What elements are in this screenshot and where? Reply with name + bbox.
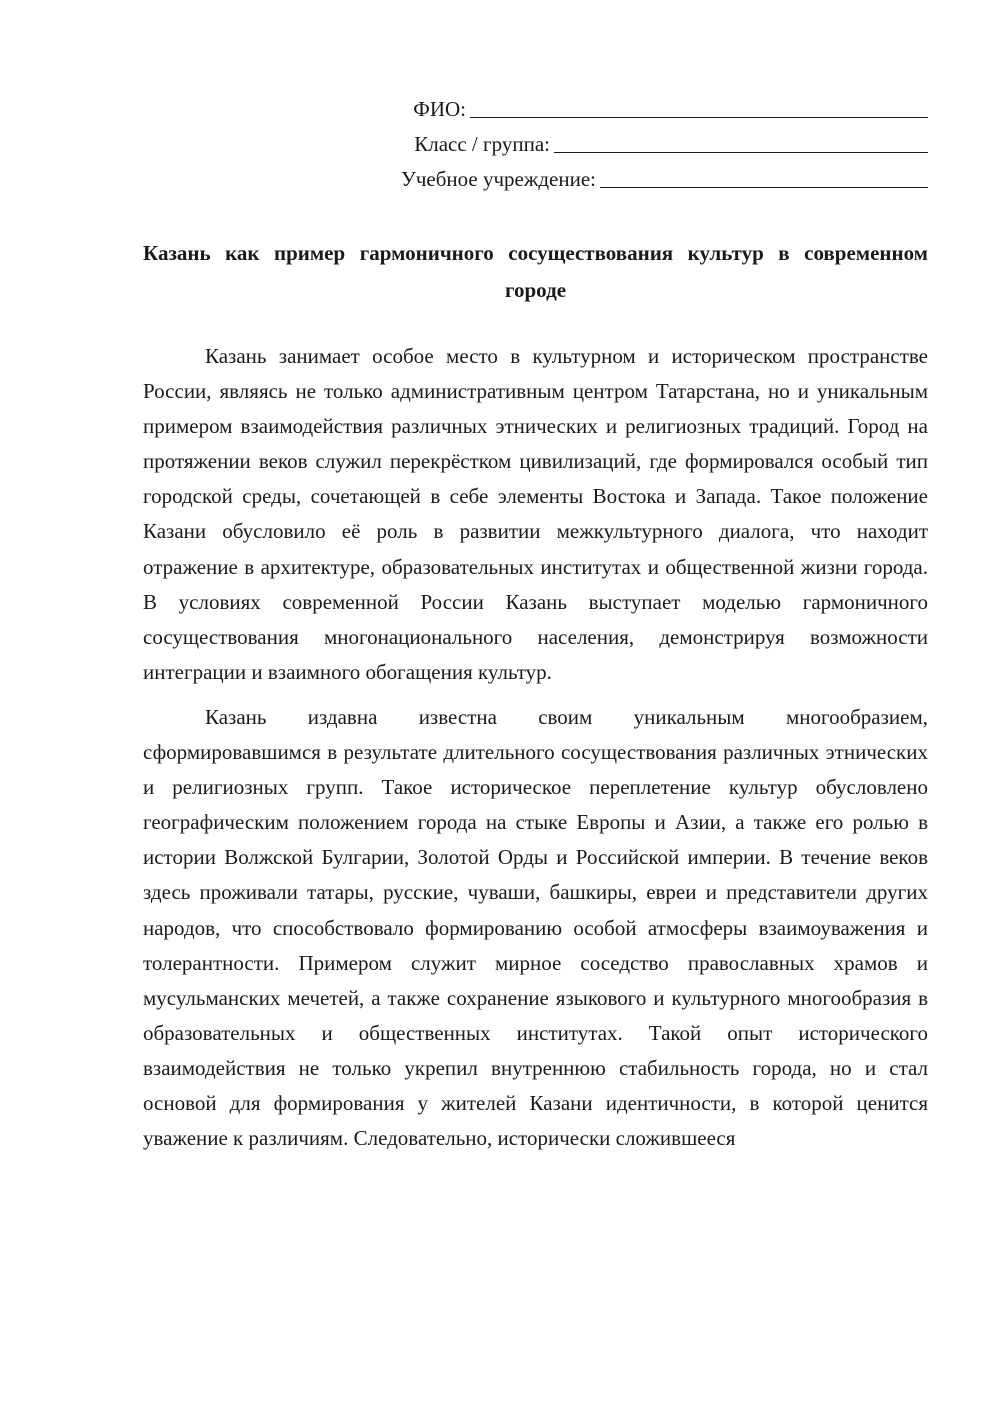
title-line-2: городе	[504, 278, 567, 302]
school-row	[143, 162, 928, 197]
class-blank-line	[554, 152, 928, 153]
fio-row	[143, 92, 928, 127]
school-label: Учебное учреждение:	[400, 167, 596, 191]
document-page	[143, 92, 928, 1166]
fio-label: ФИО:	[413, 97, 466, 121]
body-text	[143, 339, 928, 1156]
document-title	[143, 235, 928, 309]
fio-blank-line	[470, 117, 928, 118]
title-line-1: Казань как пример гармоничного сосуществования культур в современном	[143, 241, 928, 265]
school-blank-line	[600, 187, 928, 188]
class-label: Класс / группа:	[414, 132, 550, 156]
class-row	[143, 127, 928, 162]
paragraph-2: Казань издавна известна своим уникальным многообразием, сформировавшимся в результате длительного сосуществования различных этнических и религиозных групп. Такое историческое переплетение культур обусловлено географическим положением города на стыке Европы и Азии, а также его ролью в истории Волжской Булгарии, Золотой Орды и Российской империи. В течение веков здесь проживали татары, русские, чуваши, башкиры, евреи и представители других народов, что способствовало формированию особой атмосферы взаимоуважения и толерантности. Примером служит мирное соседство православных храмов и мусульманских мечетей, а также сохранение языкового и культурного многообразия в образовательных и общественных институтах. Такой опыт исторического взаимодействия не только укрепил внутреннюю стабильность города, но и стал основой для формирования у жителей Казани идентичности, в которой ценится уважение к различиям. Следовательно, исторически сложившееся	[143, 704, 928, 1151]
student-info-header	[143, 92, 928, 197]
paragraph-1: Казань занимает особое место в культурном и историческом пространстве России, являясь не только административным центром Татарстана, но и уникальным примером взаимодействия различных этнических и религиозных традиций. Город на протяжении веков служил перекрёстком цивилизаций, где формировался особый тип городской среды, сочетающей в себе элементы Востока и Запада. Такое положение Казани обусловило её роль в развитии межкультурного диалога, что находит отражение в архитектуре, образовательных институтах и общественной жизни города. В условиях современной России Казань выступает моделью гармоничного сосуществования многонационального населения, демонстрируя возможности интеграции и взаимного обогащения культур.	[143, 344, 928, 684]
